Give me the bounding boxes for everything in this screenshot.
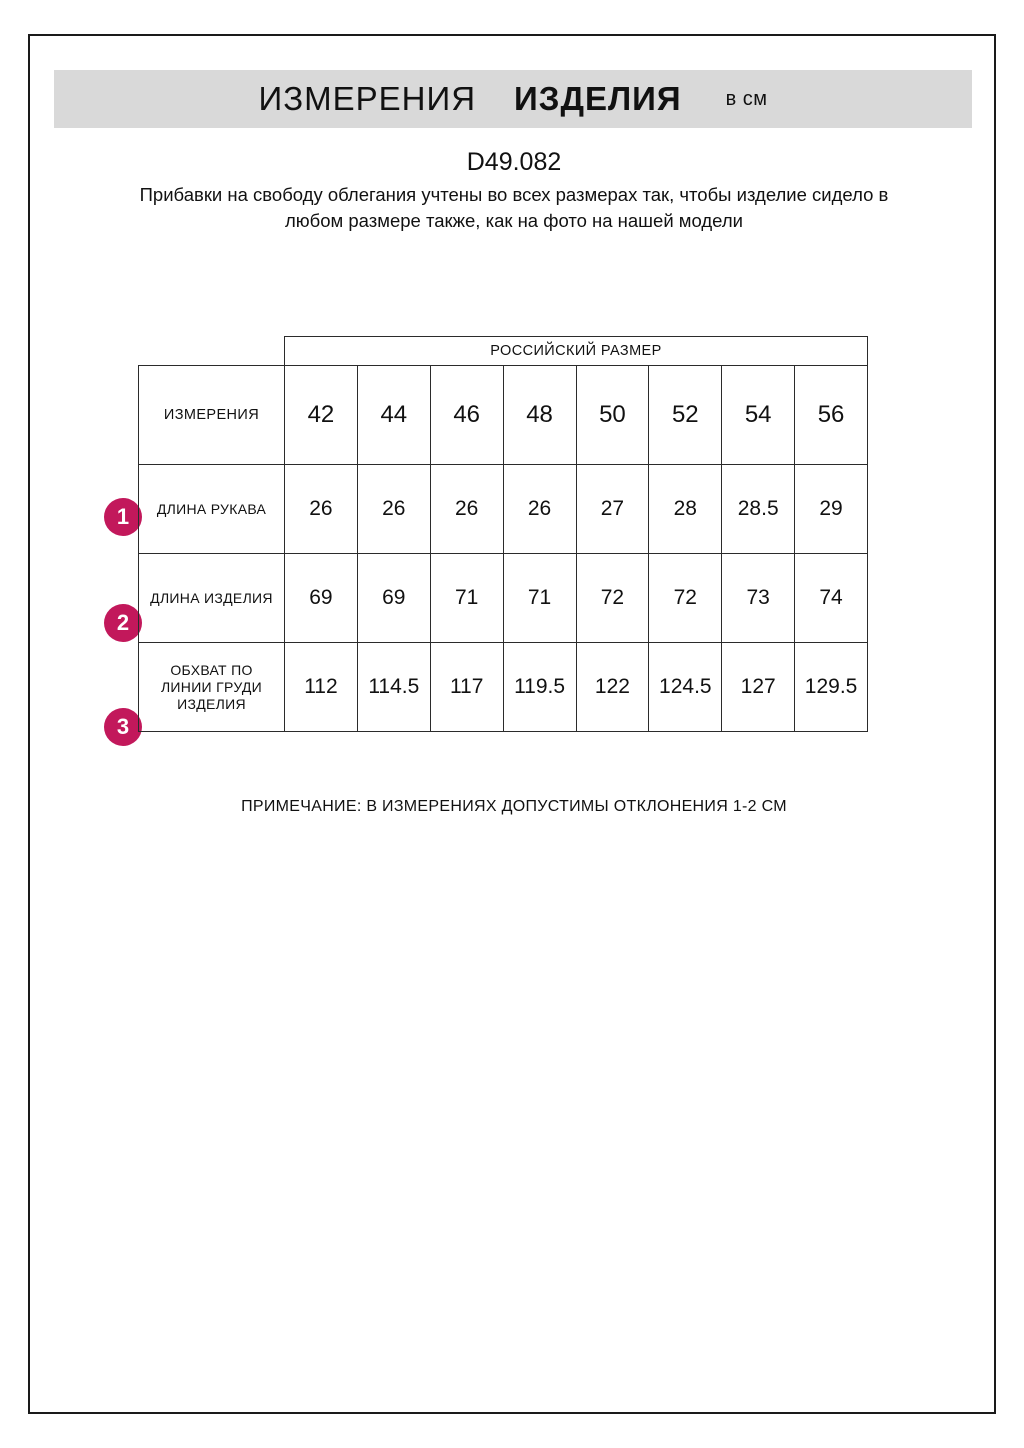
- header-measurements-label: ИЗМЕРЕНИЯ: [139, 366, 285, 465]
- title-measurements: ИЗМЕРЕНИЯ: [258, 80, 477, 117]
- cell-length-42: 69: [285, 554, 358, 643]
- size-table-wrapper: [138, 336, 868, 732]
- group-header-russian-size: РОССИЙСКИЙ РАЗМЕР: [285, 337, 868, 366]
- cell-length-48: 71: [503, 554, 576, 643]
- cell-length-50: 72: [576, 554, 649, 643]
- cell-sleeve-50: 27: [576, 465, 649, 554]
- document-title-bar: [54, 70, 972, 128]
- cell-sleeve-46: 26: [430, 465, 503, 554]
- size-header-42: 42: [285, 366, 358, 465]
- cell-chest-52: 124.5: [649, 643, 722, 732]
- row-label-sleeve-length: ДЛИНА РУКАВА: [139, 465, 285, 554]
- table-row: [139, 554, 868, 643]
- table-row: [139, 465, 868, 554]
- cell-sleeve-44: 26: [357, 465, 430, 554]
- cell-sleeve-48: 26: [503, 465, 576, 554]
- cell-sleeve-54: 28.5: [722, 465, 795, 554]
- cell-length-52: 72: [649, 554, 722, 643]
- size-table: [138, 336, 868, 732]
- cell-chest-44: 114.5: [357, 643, 430, 732]
- cell-sleeve-52: 28: [649, 465, 722, 554]
- cell-chest-54: 127: [722, 643, 795, 732]
- row-label-product-length: ДЛИНА ИЗДЕЛИЯ: [139, 554, 285, 643]
- size-header-46: 46: [430, 366, 503, 465]
- cell-chest-56: 129.5: [795, 643, 868, 732]
- size-header-44: 44: [357, 366, 430, 465]
- cell-sleeve-42: 26: [285, 465, 358, 554]
- document-page: [28, 34, 996, 1414]
- size-header-56: 56: [795, 366, 868, 465]
- cell-chest-50: 122: [576, 643, 649, 732]
- footnote-text: ПРИМЕЧАНИЕ: В ИЗМЕРЕНИЯХ ДОПУСТИМЫ ОТКЛОНЕНИЯ 1-2 СМ: [241, 798, 787, 815]
- size-header-54: 54: [722, 366, 795, 465]
- row-bullet-2: 2: [104, 604, 142, 642]
- cell-chest-42: 112: [285, 643, 358, 732]
- cell-length-56: 74: [795, 554, 868, 643]
- cell-length-44: 69: [357, 554, 430, 643]
- row-label-chest-girth: ОБХВАТ ПО ЛИНИИ ГРУДИ ИЗДЕЛИЯ: [139, 643, 285, 732]
- row-bullet-1: 1: [104, 498, 142, 536]
- subtitle-text: Прибавки на свободу облегания учтены во всех размерах так, чтобы изделие сидело в любом размере также, как на фото на нашей модели: [139, 184, 889, 231]
- cell-chest-46: 117: [430, 643, 503, 732]
- size-header-52: 52: [649, 366, 722, 465]
- size-header-48: 48: [503, 366, 576, 465]
- table-header-sizes-row: [139, 366, 868, 465]
- table-row: [139, 643, 868, 732]
- row-bullet-3: 3: [104, 708, 142, 746]
- title-product: ИЗДЕЛИЯ: [514, 80, 682, 117]
- cell-sleeve-56: 29: [795, 465, 868, 554]
- cell-length-46: 71: [430, 554, 503, 643]
- title-unit: в см: [725, 87, 768, 110]
- cell-length-54: 73: [722, 554, 795, 643]
- corner-empty-cell: [139, 337, 285, 366]
- article-code: D49.082: [466, 148, 562, 176]
- table-header-group-row: [139, 337, 868, 366]
- size-header-50: 50: [576, 366, 649, 465]
- cell-chest-48: 119.5: [503, 643, 576, 732]
